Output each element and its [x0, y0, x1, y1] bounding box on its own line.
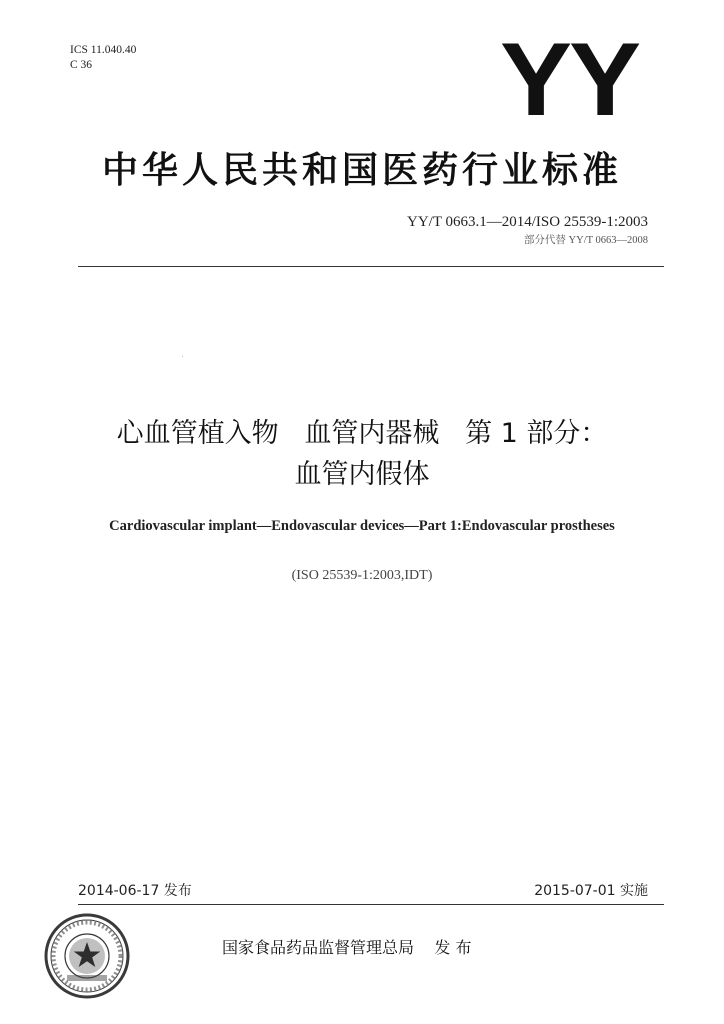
publisher-name: 国家食品药品监督管理总局 — [222, 938, 415, 957]
replaces-note: 部分代替 YY/T 0663—2008 — [523, 235, 648, 246]
classification-codes — [70, 43, 136, 73]
english-title: Cardiovascular implant—Endovascular devices—Part 1:Endovascular prostheses — [109, 518, 615, 534]
ics-code: ICS 11.040.40 — [70, 44, 137, 56]
standard-category-title: 中华人民共和国医药行业标准 — [101, 150, 622, 191]
ccs-code: C 36 — [70, 59, 93, 71]
standard-mark-logo: YY — [499, 22, 638, 138]
chinese-title-line-2: 血管内假体 — [294, 459, 430, 490]
publisher-action: 发 布 — [434, 938, 472, 957]
iso-equivalence: (ISO 25539-1:2003,IDT) — [291, 568, 433, 583]
official-seal-icon — [43, 912, 131, 1000]
issue-date: 2014-06-17 发布 — [78, 883, 192, 899]
publisher-line — [222, 935, 471, 958]
chinese-title-line-1: 心血管植入物 血管内器械 第 1 部分： — [116, 418, 608, 449]
footer-divider — [78, 904, 664, 905]
implementation-date: 2015-07-01 实施 — [534, 883, 648, 899]
scan-speck — [182, 356, 183, 357]
header-divider — [78, 266, 664, 267]
standard-number: YY/T 0663.1—2014/ISO 25539-1:2003 — [407, 214, 648, 230]
